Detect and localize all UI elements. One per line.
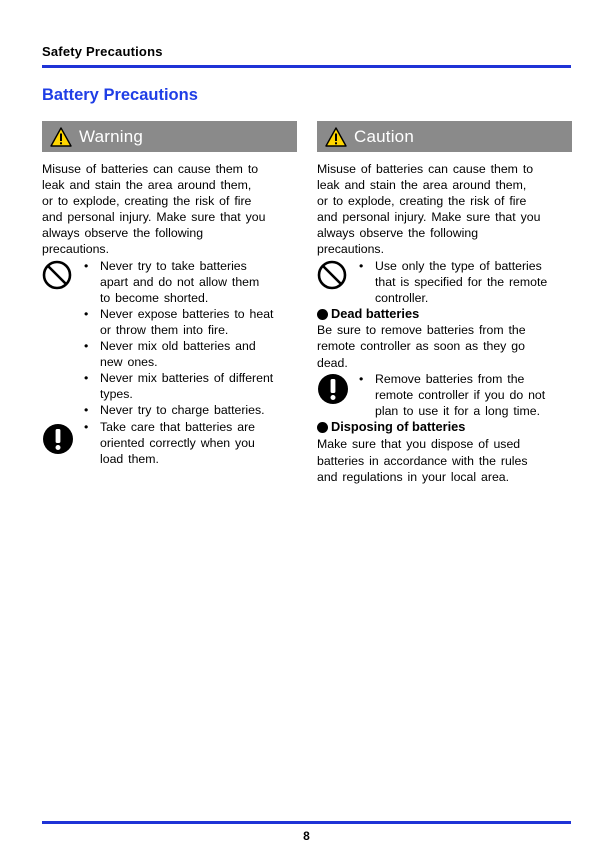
text-line: Misuse of batteries can cause them to <box>42 162 259 176</box>
list-item <box>359 258 572 306</box>
mandatory-list <box>84 419 297 467</box>
caution-prohibited-block <box>317 258 572 306</box>
mandatory-list <box>359 371 572 419</box>
text-line: precautions. <box>42 242 109 257</box>
text-line: oriented correctly when you <box>100 435 255 450</box>
list-item <box>84 338 297 370</box>
footer-rule <box>42 821 571 824</box>
exclamation-icon <box>42 423 74 455</box>
text-line: • Never mix batteries of different <box>100 371 274 386</box>
text-line: precautions. <box>317 242 384 257</box>
text-line: • Use only the type of batteries <box>375 258 542 273</box>
list-item <box>84 402 297 418</box>
warning-prohibited-block <box>42 258 297 419</box>
text-line: dead. <box>317 355 348 370</box>
text-line: or to explode, creating the risk of fire <box>42 194 252 209</box>
text-line: load them. <box>100 451 159 466</box>
text-line: or to explode, creating the risk of fire <box>317 194 527 209</box>
text-line: • Never try to charge batteries. <box>100 403 265 418</box>
warning-label: Warning <box>79 126 144 146</box>
text-line: plan to use it for a long time. <box>375 403 540 418</box>
text-line: Make sure that you dispose of used <box>317 437 521 452</box>
caution-mandatory-block <box>317 371 572 419</box>
text-line: or throw them into fire. <box>100 322 229 337</box>
text-line: • Take care that batteries are <box>100 419 256 434</box>
caution-column <box>317 121 572 485</box>
text-line: new ones. <box>100 355 158 370</box>
text-line: • Remove batteries from the <box>375 371 525 386</box>
prohibited-list <box>84 258 297 419</box>
header-rule <box>42 65 571 68</box>
text-line: controller. <box>375 290 429 305</box>
text-line: • Never try to take batteries <box>100 258 247 273</box>
exclamation-icon <box>317 373 349 405</box>
text-line: always observe the following <box>42 226 204 241</box>
caution-banner <box>317 121 572 152</box>
disposing-batteries-text <box>317 436 572 484</box>
list-item <box>84 370 297 402</box>
disposing-batteries-heading <box>317 419 572 436</box>
section-title: Battery Precautions <box>42 86 198 104</box>
text-line: • Never expose batteries to heat <box>100 306 274 321</box>
caution-intro <box>317 161 572 258</box>
text-line: remote controller if you do not <box>375 387 546 402</box>
text-line: to become shorted. <box>100 290 209 305</box>
text-line: apart and do not allow them <box>100 274 260 289</box>
text-line: types. <box>100 387 133 402</box>
warning-intro <box>42 161 297 258</box>
text-line: leak and stain the area around them, <box>42 178 252 193</box>
text-line: and regulations in your local area. <box>317 469 510 484</box>
text-line: Be sure to remove batteries from the <box>317 323 526 338</box>
bullet-dot-icon <box>317 309 328 320</box>
text-line: Misuse of batteries can cause them to <box>317 162 534 176</box>
prohibited-icon <box>42 260 72 290</box>
subhead-label: Dead batteries <box>331 305 420 321</box>
text-line: leak and stain the area around them, <box>317 178 527 193</box>
prohibited-list <box>359 258 572 306</box>
dead-batteries-heading <box>317 306 572 323</box>
text-line: • Never mix old batteries and <box>100 339 256 354</box>
bullet-dot-icon <box>317 422 328 433</box>
list-item <box>84 419 297 467</box>
subhead-label: Disposing of batteries <box>331 418 466 434</box>
text-line: and personal injury. Make sure that you <box>317 210 541 225</box>
text-line: and personal injury. Make sure that you <box>42 210 266 225</box>
page-header-title: Safety Precautions <box>42 44 163 59</box>
warning-triangle-icon <box>50 127 72 147</box>
text-line: batteries in accordance with the rules <box>317 453 528 468</box>
text-line: remote controller as soon as they go <box>317 339 525 354</box>
text-line: that is specified for the remote <box>375 274 548 289</box>
prohibited-icon <box>317 260 347 290</box>
warning-triangle-icon <box>325 127 347 147</box>
warning-banner <box>42 121 297 152</box>
page-number: 8 <box>303 829 310 843</box>
dead-batteries-text <box>317 322 572 370</box>
list-item <box>84 306 297 338</box>
list-item <box>359 371 572 419</box>
text-line: always observe the following <box>317 226 479 241</box>
caution-label: Caution <box>354 126 414 146</box>
warning-mandatory-block <box>42 419 297 467</box>
list-item <box>84 258 297 306</box>
warning-column <box>42 121 297 467</box>
